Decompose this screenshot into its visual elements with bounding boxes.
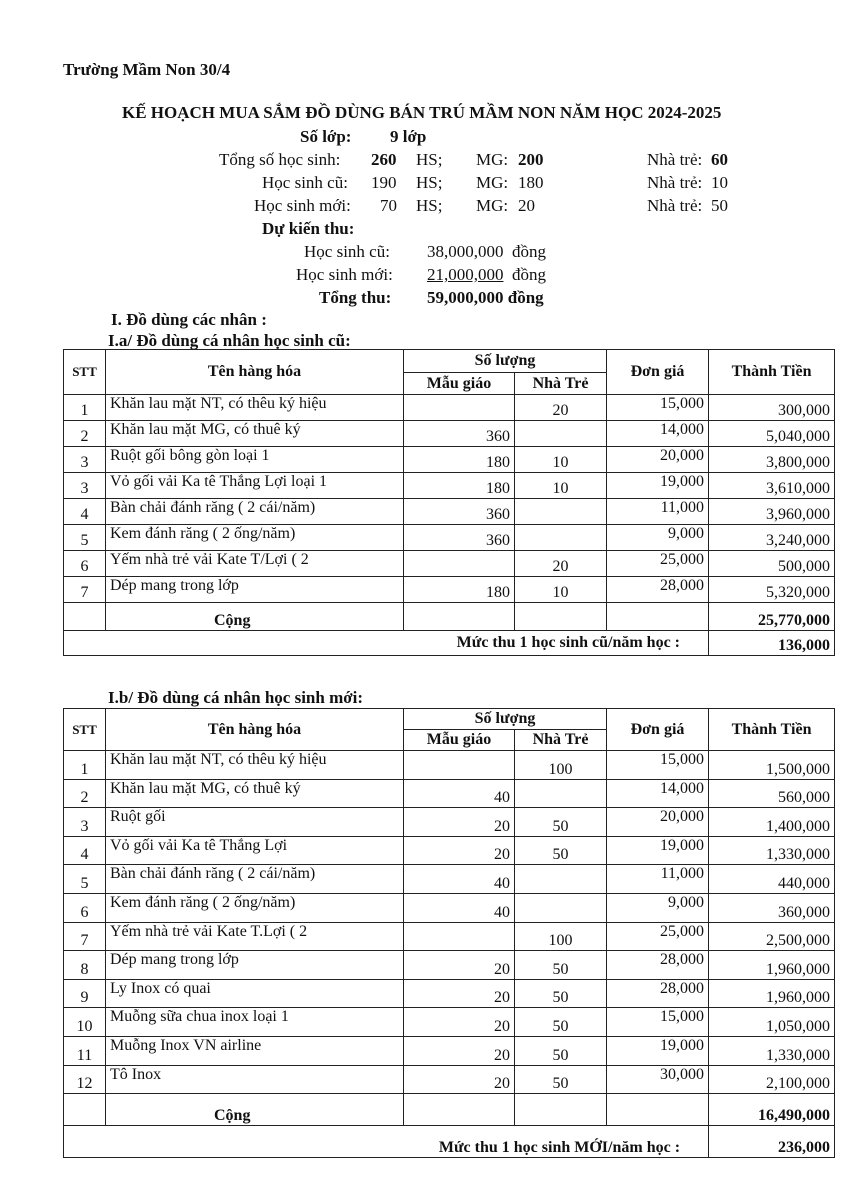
summary-hs-unit: HS;	[416, 196, 443, 215]
summary-nt-label: Nhà trẻ:	[647, 173, 703, 192]
row-qty-nha-tre	[515, 421, 607, 447]
row-qty-nha-tre: 10	[515, 473, 607, 499]
row-qty-nha-tre	[515, 779, 607, 808]
row-item-name: Khăn lau mặt NT, có thêu ký hiệu	[106, 751, 404, 780]
row-unit-price: 14,000	[607, 421, 709, 447]
row-item-name: Ruột gối	[106, 808, 404, 837]
section-title: I. Đồ dùng các nhân :	[111, 310, 267, 329]
summary-nt-count: 60	[711, 150, 728, 169]
row-qty-nha-tre: 100	[515, 922, 607, 951]
row-unit-price: 11,000	[607, 499, 709, 525]
row-unit-price: 15,000	[607, 751, 709, 780]
table-row	[64, 865, 835, 894]
table-a-subtitle: I.a/ Đồ dùng cá nhân học sinh cũ:	[108, 331, 351, 350]
summary-nt-label: Nhà trẻ:	[647, 196, 703, 215]
row-qty-nha-tre: 50	[515, 1036, 607, 1065]
row-item-name: Tô Inox	[106, 1065, 404, 1094]
school-name: Trường Mầm Non 30/4	[63, 60, 231, 79]
table-row	[64, 577, 835, 603]
row-qty-nha-tre: 100	[515, 751, 607, 780]
row-qty-mau-giao: 20	[404, 1065, 515, 1094]
row-unit-price: 14,000	[607, 779, 709, 808]
row-qty-nha-tre: 50	[515, 808, 607, 837]
row-line-total: 1,500,000	[709, 751, 835, 780]
row-stt: 2	[64, 421, 106, 447]
row-unit-price: 28,000	[607, 979, 709, 1008]
currency-label: đồng	[512, 265, 546, 284]
table-row	[64, 447, 835, 473]
currency-label: đồng	[512, 242, 546, 261]
table-b-subtitle: I.b/ Đồ dùng cá nhân học sinh mới:	[108, 688, 364, 707]
table-b-fee-label: Mức thu 1 học sinh MỚI/năm học :	[64, 1126, 709, 1158]
row-qty-nha-tre: 10	[515, 577, 607, 603]
table-b-total-label: Cộng	[106, 1094, 404, 1126]
row-stt: 4	[64, 499, 106, 525]
table-b-fee-value: 236,000	[709, 1126, 835, 1158]
row-qty-mau-giao: 20	[404, 808, 515, 837]
summary-hs-count: 70	[380, 196, 397, 215]
table-old-students	[63, 349, 835, 656]
row-item-name: Ruột gối bông gòn loại 1	[106, 447, 404, 473]
table-b-total-value: 16,490,000	[709, 1094, 835, 1126]
row-qty-mau-giao	[404, 395, 515, 421]
row-unit-price: 28,000	[607, 577, 709, 603]
row-qty-mau-giao: 20	[404, 1008, 515, 1037]
row-line-total: 5,040,000	[709, 421, 835, 447]
row-line-total: 3,240,000	[709, 525, 835, 551]
table-row	[64, 473, 835, 499]
row-line-total: 360,000	[709, 893, 835, 922]
summary-mg-label: MG:	[476, 150, 509, 169]
row-qty-mau-giao: 20	[404, 979, 515, 1008]
thu-moi-value: 21,000,000	[427, 265, 504, 284]
row-item-name: Bàn chải đánh răng ( 2 cái/năm)	[106, 499, 404, 525]
row-stt: 7	[64, 577, 106, 603]
col-header-name: Tên hàng hóa	[106, 709, 404, 751]
row-qty-mau-giao: 180	[404, 473, 515, 499]
row-qty-mau-giao: 20	[404, 1036, 515, 1065]
table-row	[64, 499, 835, 525]
col-header-nha-tre: Nhà Trẻ	[515, 730, 607, 751]
table-row	[64, 979, 835, 1008]
table-row	[64, 1036, 835, 1065]
row-item-name: Dép mang trong lớp	[106, 951, 404, 980]
so-lop-value: 9 lớp	[390, 127, 427, 146]
row-stt: 8	[64, 951, 106, 980]
row-item-name: Dép mang trong lớp	[106, 577, 404, 603]
du-kien-thu-label: Dự kiến thu:	[262, 219, 355, 238]
row-unit-price: 15,000	[607, 395, 709, 421]
row-unit-price: 11,000	[607, 865, 709, 894]
table-row	[64, 525, 835, 551]
summary-hs-unit: HS;	[416, 150, 443, 169]
row-qty-nha-tre	[515, 499, 607, 525]
row-stt: 9	[64, 979, 106, 1008]
row-qty-mau-giao	[404, 922, 515, 951]
row-item-name: Vỏ gối vải Ka tê Thắng Lợi loại 1	[106, 473, 404, 499]
table-row	[64, 836, 835, 865]
row-item-name: Khăn lau mặt MG, có thuê ký	[106, 779, 404, 808]
row-unit-price: 19,000	[607, 1036, 709, 1065]
row-line-total: 3,960,000	[709, 499, 835, 525]
row-item-name: Yếm nhà trẻ vải Kate T.Lợi ( 2	[106, 922, 404, 951]
col-header-total: Thành Tiền	[709, 709, 835, 751]
row-qty-nha-tre: 50	[515, 979, 607, 1008]
summary-row-label: Học sinh cũ:	[262, 173, 348, 192]
row-item-name: Muỗng Inox VN airline	[106, 1036, 404, 1065]
row-stt: 12	[64, 1065, 106, 1094]
summary-mg-count: 180	[518, 173, 544, 192]
row-stt: 3	[64, 447, 106, 473]
tong-thu-value: 59,000,000 đồng	[427, 288, 544, 307]
table-a-fee-value: 136,000	[709, 631, 835, 656]
row-item-name: Yếm nhà trẻ vải Kate T/Lợi ( 2	[106, 551, 404, 577]
row-qty-mau-giao: 360	[404, 499, 515, 525]
col-header-nha-tre: Nhà Trẻ	[515, 373, 607, 395]
col-header-stt: STT	[64, 350, 106, 395]
row-line-total: 1,330,000	[709, 836, 835, 865]
row-qty-nha-tre	[515, 865, 607, 894]
row-line-total: 1,400,000	[709, 808, 835, 837]
row-qty-mau-giao: 360	[404, 525, 515, 551]
row-stt: 4	[64, 836, 106, 865]
row-stt: 11	[64, 1036, 106, 1065]
row-qty-nha-tre	[515, 525, 607, 551]
row-unit-price: 30,000	[607, 1065, 709, 1094]
table-new-students	[63, 708, 835, 1158]
table-row	[64, 395, 835, 421]
table-a-total-label: Cộng	[106, 603, 404, 631]
row-item-name: Ly Inox có quai	[106, 979, 404, 1008]
row-line-total: 3,800,000	[709, 447, 835, 473]
row-qty-mau-giao: 360	[404, 421, 515, 447]
tong-thu-label: Tổng thu:	[319, 288, 392, 307]
row-qty-mau-giao	[404, 751, 515, 780]
row-line-total: 3,610,000	[709, 473, 835, 499]
thu-cu-label: Học sinh cũ:	[304, 242, 390, 261]
row-unit-price: 25,000	[607, 922, 709, 951]
thu-moi-label: Học sinh mới:	[296, 265, 393, 284]
col-header-name: Tên hàng hóa	[106, 350, 404, 395]
row-line-total: 2,100,000	[709, 1065, 835, 1094]
row-qty-nha-tre: 20	[515, 395, 607, 421]
page-title: KẾ HOẠCH MUA SẮM ĐỒ DÙNG BÁN TRÚ MẦM NON NĂM HỌC 2024-2025	[122, 103, 722, 122]
row-qty-nha-tre: 50	[515, 1008, 607, 1037]
table-row	[64, 951, 835, 980]
row-unit-price: 20,000	[607, 808, 709, 837]
col-header-price: Đơn giá	[607, 350, 709, 395]
col-header-price: Đơn giá	[607, 709, 709, 751]
row-unit-price: 9,000	[607, 893, 709, 922]
table-row	[64, 922, 835, 951]
row-item-name: Khăn lau mặt MG, có thuê ký	[106, 421, 404, 447]
row-line-total: 1,960,000	[709, 951, 835, 980]
row-line-total: 1,960,000	[709, 979, 835, 1008]
summary-hs-count: 190	[371, 173, 397, 192]
col-header-mau-giao: Mẫu giáo	[404, 373, 515, 395]
summary-mg-count: 200	[518, 150, 544, 169]
row-qty-mau-giao: 20	[404, 951, 515, 980]
col-header-stt: STT	[64, 709, 106, 751]
table-row	[64, 751, 835, 780]
row-item-name: Muỗng sữa chua inox loại 1	[106, 1008, 404, 1037]
summary-row-label: Tổng số học sinh:	[219, 150, 341, 169]
row-stt: 10	[64, 1008, 106, 1037]
row-line-total: 300,000	[709, 395, 835, 421]
row-unit-price: 19,000	[607, 473, 709, 499]
summary-hs-count: 260	[371, 150, 397, 169]
row-qty-nha-tre: 50	[515, 951, 607, 980]
row-stt: 2	[64, 779, 106, 808]
col-header-mau-giao: Mẫu giáo	[404, 730, 515, 751]
row-qty-mau-giao: 180	[404, 577, 515, 603]
row-unit-price: 15,000	[607, 1008, 709, 1037]
table-a-total-value: 25,770,000	[709, 603, 835, 631]
thu-cu-value: 38,000,000	[427, 242, 504, 261]
summary-mg-count: 20	[518, 196, 535, 215]
summary-nt-count: 50	[711, 196, 728, 215]
row-qty-nha-tre: 10	[515, 447, 607, 473]
col-header-quantity: Số lượng	[404, 709, 607, 730]
row-line-total: 440,000	[709, 865, 835, 894]
row-line-total: 500,000	[709, 551, 835, 577]
row-qty-nha-tre: 50	[515, 1065, 607, 1094]
row-stt: 6	[64, 893, 106, 922]
table-row	[64, 893, 835, 922]
row-qty-mau-giao: 40	[404, 865, 515, 894]
so-lop-label: Số lớp:	[300, 127, 352, 146]
row-unit-price: 9,000	[607, 525, 709, 551]
summary-row-label: Học sinh mới:	[254, 196, 351, 215]
table-row	[64, 1065, 835, 1094]
row-qty-mau-giao: 20	[404, 836, 515, 865]
row-item-name: Vỏ gối vải Ka tê Thắng Lợi	[106, 836, 404, 865]
row-qty-nha-tre: 50	[515, 836, 607, 865]
row-qty-nha-tre	[515, 893, 607, 922]
row-line-total: 1,330,000	[709, 1036, 835, 1065]
row-line-total: 560,000	[709, 779, 835, 808]
row-stt: 1	[64, 751, 106, 780]
row-stt: 5	[64, 865, 106, 894]
row-unit-price: 28,000	[607, 951, 709, 980]
summary-mg-label: MG:	[476, 173, 509, 192]
row-line-total: 5,320,000	[709, 577, 835, 603]
table-row	[64, 551, 835, 577]
row-stt: 6	[64, 551, 106, 577]
row-unit-price: 25,000	[607, 551, 709, 577]
table-row	[64, 421, 835, 447]
row-stt: 7	[64, 922, 106, 951]
row-qty-nha-tre: 20	[515, 551, 607, 577]
summary-nt-count: 10	[711, 173, 728, 192]
row-unit-price: 20,000	[607, 447, 709, 473]
col-header-quantity: Số lượng	[404, 350, 607, 373]
row-line-total: 2,500,000	[709, 922, 835, 951]
row-stt: 5	[64, 525, 106, 551]
row-qty-mau-giao: 40	[404, 893, 515, 922]
row-item-name: Khăn lau mặt NT, có thêu ký hiệu	[106, 395, 404, 421]
row-qty-mau-giao	[404, 551, 515, 577]
col-header-total: Thành Tiền	[709, 350, 835, 395]
summary-mg-label: MG:	[476, 196, 509, 215]
summary-hs-unit: HS;	[416, 173, 443, 192]
row-item-name: Bàn chải đánh răng ( 2 cái/năm)	[106, 865, 404, 894]
row-item-name: Kem đánh răng ( 2 ống/năm)	[106, 525, 404, 551]
table-a-fee-label: Mức thu 1 học sinh cũ/năm học :	[64, 631, 709, 656]
row-stt: 3	[64, 808, 106, 837]
table-row	[64, 779, 835, 808]
row-qty-mau-giao: 40	[404, 779, 515, 808]
summary-nt-label: Nhà trẻ:	[647, 150, 703, 169]
row-line-total: 1,050,000	[709, 1008, 835, 1037]
table-row	[64, 1008, 835, 1037]
table-row	[64, 808, 835, 837]
row-unit-price: 19,000	[607, 836, 709, 865]
row-stt: 3	[64, 473, 106, 499]
row-item-name: Kem đánh răng ( 2 ống/năm)	[106, 893, 404, 922]
row-stt: 1	[64, 395, 106, 421]
row-qty-mau-giao: 180	[404, 447, 515, 473]
